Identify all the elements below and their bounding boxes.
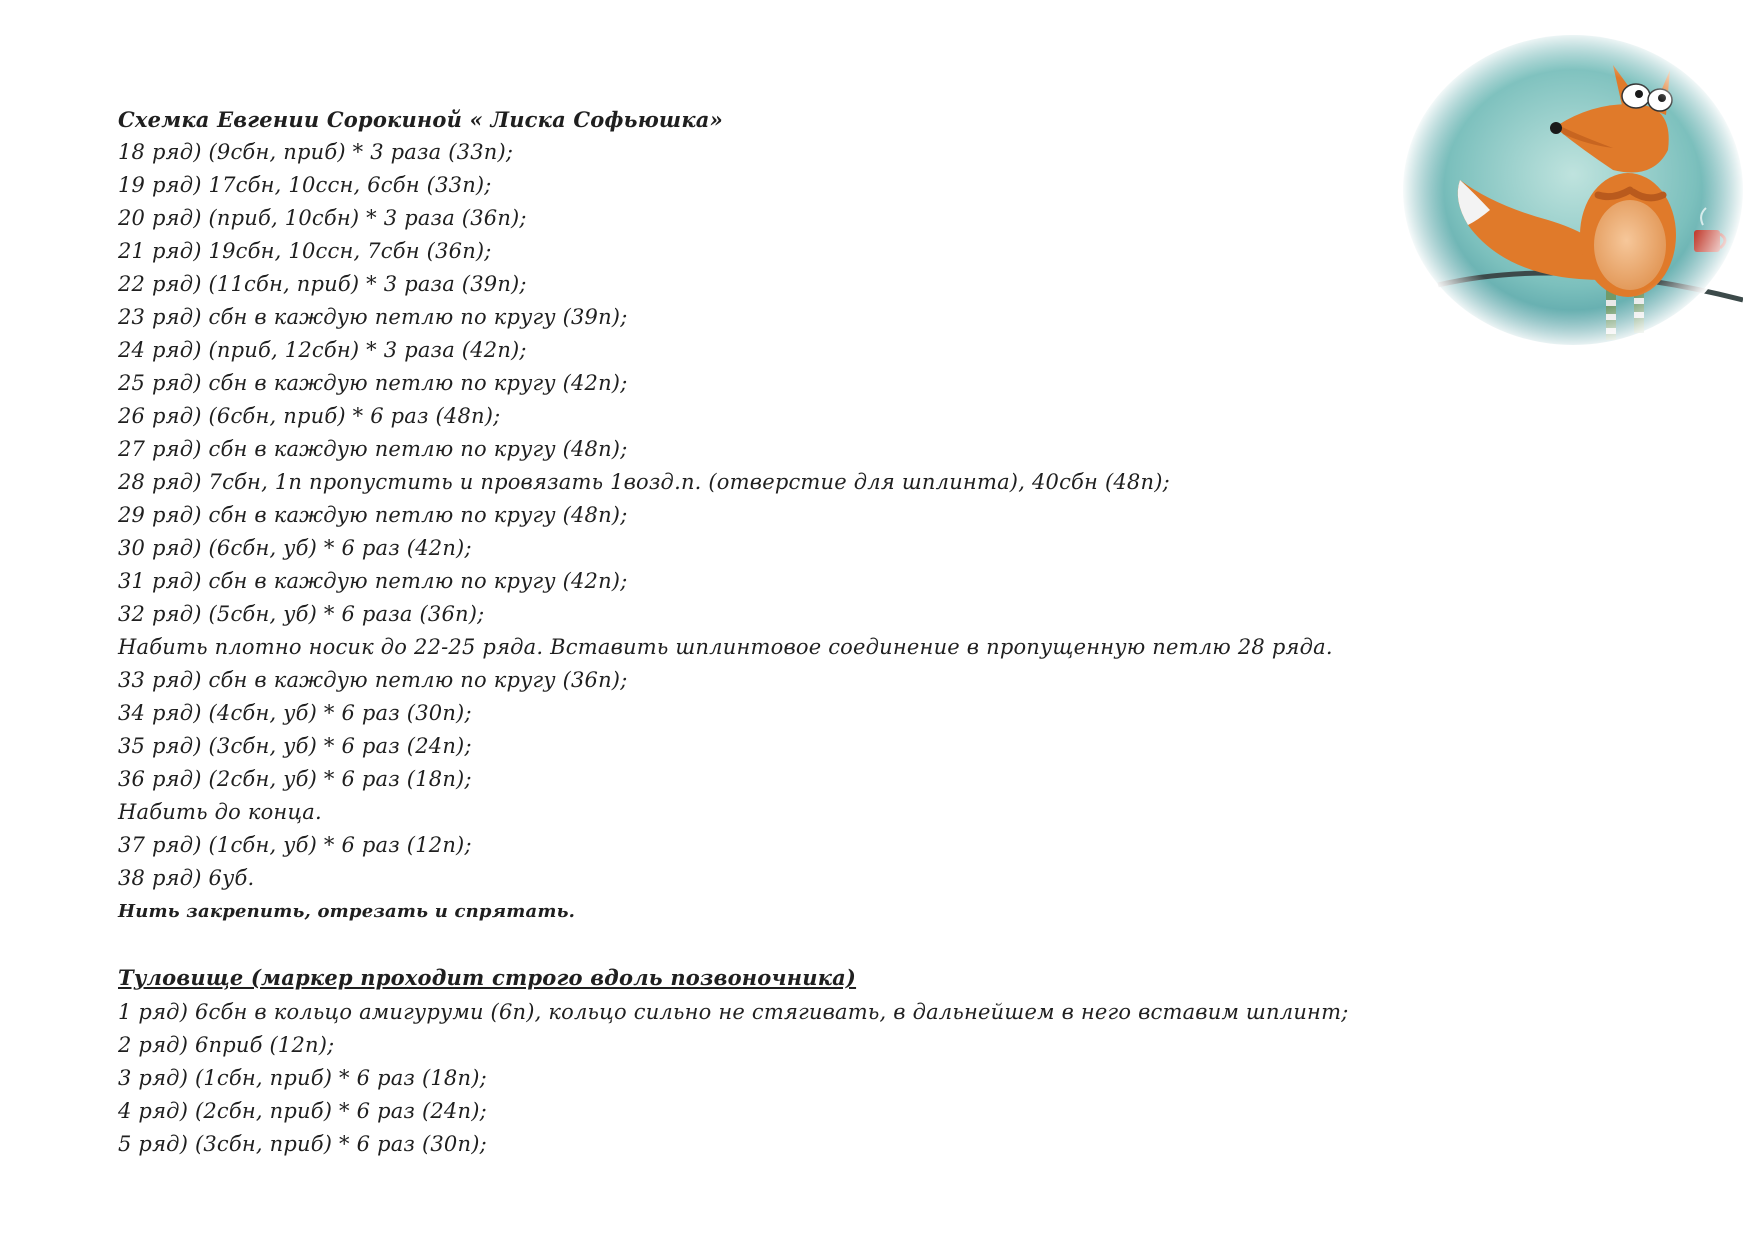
finish-note: Нить закрепить, отрезать и спрятать. [118,901,576,922]
pattern-row: 1 ряд) 6сбн в кольцо амигуруми (6п), кольцо сильно не стягивать, в дальнейшем в него вставим шплинт; [118,1000,1349,1024]
pattern-row: 18 ряд) (9сбн, приб) * 3 раза (33п); [118,140,514,164]
section-heading-body: Туловище (маркер проходит строго вдоль позвоночника) [118,965,857,990]
pattern-row: 30 ряд) (6сбн, уб) * 6 раз (42п); [118,536,472,560]
pattern-row: 25 ряд) сбн в каждую петлю по кругу (42п); [118,371,628,395]
pattern-row: 32 ряд) (5сбн, уб) * 6 раза (36п); [118,602,485,626]
pattern-row: 3 ряд) (1сбн, приб) * 6 раз (18п); [118,1066,487,1090]
pattern-row: 20 ряд) (приб, 10сбн) * 3 раза (36п); [118,206,527,230]
pattern-row: 34 ряд) (4сбн, уб) * 6 раз (30п); [118,701,472,725]
document-title: Схемка Евгении Сорокиной « Лиска Софьюшка» [118,107,723,132]
pattern-row: 37 ряд) (1сбн, уб) * 6 раз (12п); [118,833,472,857]
pattern-row: 38 ряд) 6уб. [118,866,255,890]
instruction-line: Набить до конца. [118,800,322,824]
pattern-row: 29 ряд) сбн в каждую петлю по кругу (48п); [118,503,628,527]
pattern-row: 23 ряд) сбн в каждую петлю по кругу (39п); [118,305,628,329]
pattern-row: 5 ряд) (3сбн, приб) * 6 раз (30п); [118,1132,487,1156]
pattern-row: 19 ряд) 17сбн, 10ссн, 6сбн (33п); [118,173,492,197]
pattern-row: 36 ряд) (2сбн, уб) * 6 раз (18п); [118,767,472,791]
pattern-row: 28 ряд) 7сбн, 1п пропустить и провязать 1возд.п. (отверстие для шплинта), 40сбн (48п); [118,470,1170,494]
pattern-row: 4 ряд) (2сбн, приб) * 6 раз (24п); [118,1099,487,1123]
pattern-row: 31 ряд) сбн в каждую петлю по кругу (42п); [118,569,628,593]
pattern-row: 35 ряд) (3сбн, уб) * 6 раз (24п); [118,734,472,758]
fox-illustration [1398,30,1743,350]
pattern-row: 2 ряд) 6приб (12п); [118,1033,335,1057]
pattern-row: 33 ряд) сбн в каждую петлю по кругу (36п); [118,668,628,692]
rows-part-1 [118,136,1418,895]
pattern-row: 26 ряд) (6сбн, приб) * 6 раз (48п); [118,404,501,428]
pattern-row: 24 ряд) (приб, 12сбн) * 3 раза (42п); [118,338,527,362]
pattern-row: 22 ряд) (11сбн, приб) * 3 раза (39п); [118,272,527,296]
pattern-row: 21 ряд) 19сбн, 10ссн, 7сбн (36п); [118,239,492,263]
pattern-row: 27 ряд) сбн в каждую петлю по кругу (48п); [118,437,628,461]
paragraph-spacer [118,928,1418,961]
fox-image [1398,30,1743,350]
instruction-line: Набить плотно носик до 22-25 ряда. Вставить шплинтовое соединение в пропущенную петлю 28 ряда. [118,635,1333,659]
rows-part-2 [118,996,1418,1161]
pattern-text [118,103,1418,1161]
